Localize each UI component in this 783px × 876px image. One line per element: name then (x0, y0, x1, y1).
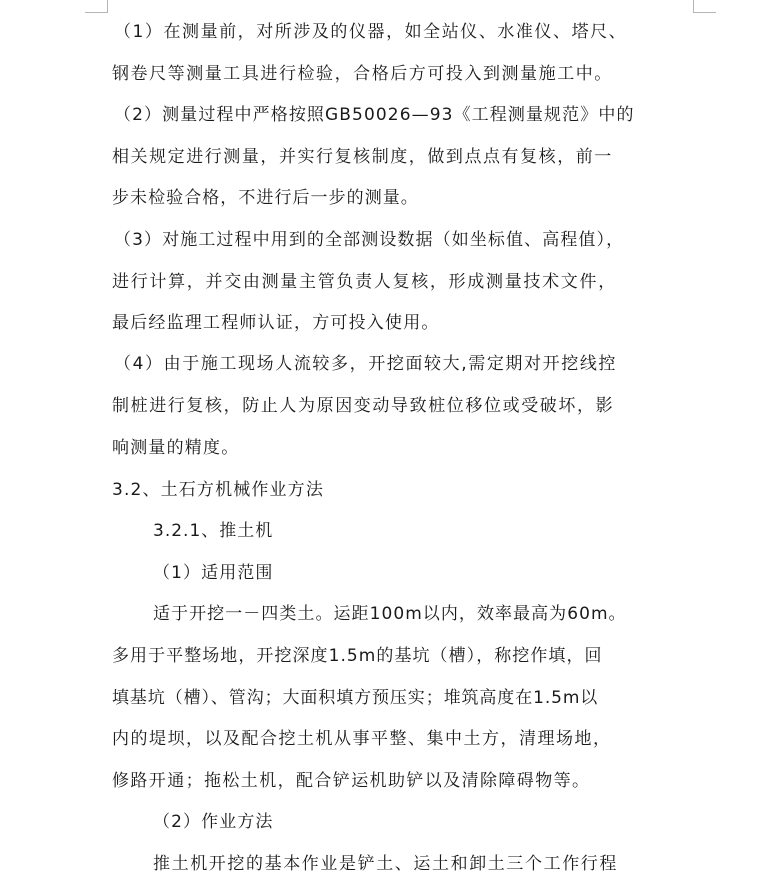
item-4-line-1: （4）由于施工现场人流较多，开挖面较大,需定期对开挖线控 (114, 354, 618, 374)
item-3-line-3: 最后经监理工程师认证，方可投入使用。 (112, 313, 440, 333)
item-2-line-3: 步未检验合格，不进行后一步的测量。 (112, 188, 419, 208)
paragraph-line-3: 填基坑（槽）、管沟；大面积填方预压实；堆筑高度在1.5m以 (112, 688, 599, 708)
subheading-scope: （1）适用范围 (153, 563, 274, 583)
section-heading-3-2: 3.2、土石方机械作业方法 (112, 480, 324, 500)
item-3-line-2: 进行计算，并交由测量主管负责人复核，形成测量技术文件， (112, 272, 617, 292)
paragraph-line-1: 适于开挖一－四类土。运距100m以内，效率最高为60m。 (153, 604, 627, 624)
method-paragraph-line-1: 推土机开挖的基本作业是铲土、运土和卸土三个工作行程 (153, 854, 618, 874)
left-margin-corner-mark (85, 0, 108, 13)
subheading-method: （2）作业方法 (153, 812, 274, 832)
paragraph-line-4: 内的堤坝，以及配合挖土机从事平整、集中土方，清理场地， (112, 729, 612, 749)
right-margin-corner-mark (693, 0, 716, 13)
item-2-line-1: （2）测量过程中严格按照GB50026—93《工程测量规范》中的 (114, 105, 635, 125)
item-1-line-2: 钢卷尺等测量工具进行检验，合格后方可投入到测量施工中。 (112, 64, 613, 84)
paragraph-line-5: 修路开通；拖松土机，配合铲运机助铲以及清除障碍物等。 (112, 771, 591, 791)
item-2-line-2: 相关规定进行测量，并实行复核制度，做到点点有复核，前一 (112, 147, 613, 167)
item-3-line-1: （3）对施工过程中用到的全部测设数据（如坐标值、高程值）， (114, 230, 625, 250)
item-1-line-1: （1）在测量前，对所涉及的仪器，如全站仪、水准仪、塔尺、 (114, 22, 628, 42)
item-4-line-3: 响测量的精度。 (112, 438, 240, 458)
subsection-heading-3-2-1: 3.2.1、推土机 (153, 521, 274, 541)
item-4-line-2: 制桩进行复核，防止人为原因变动导致桩位移位或受破坏，影 (112, 396, 615, 416)
paragraph-line-2: 多用于平整场地，开挖深度1.5m的基坑（槽），称挖作填，回 (112, 646, 603, 666)
